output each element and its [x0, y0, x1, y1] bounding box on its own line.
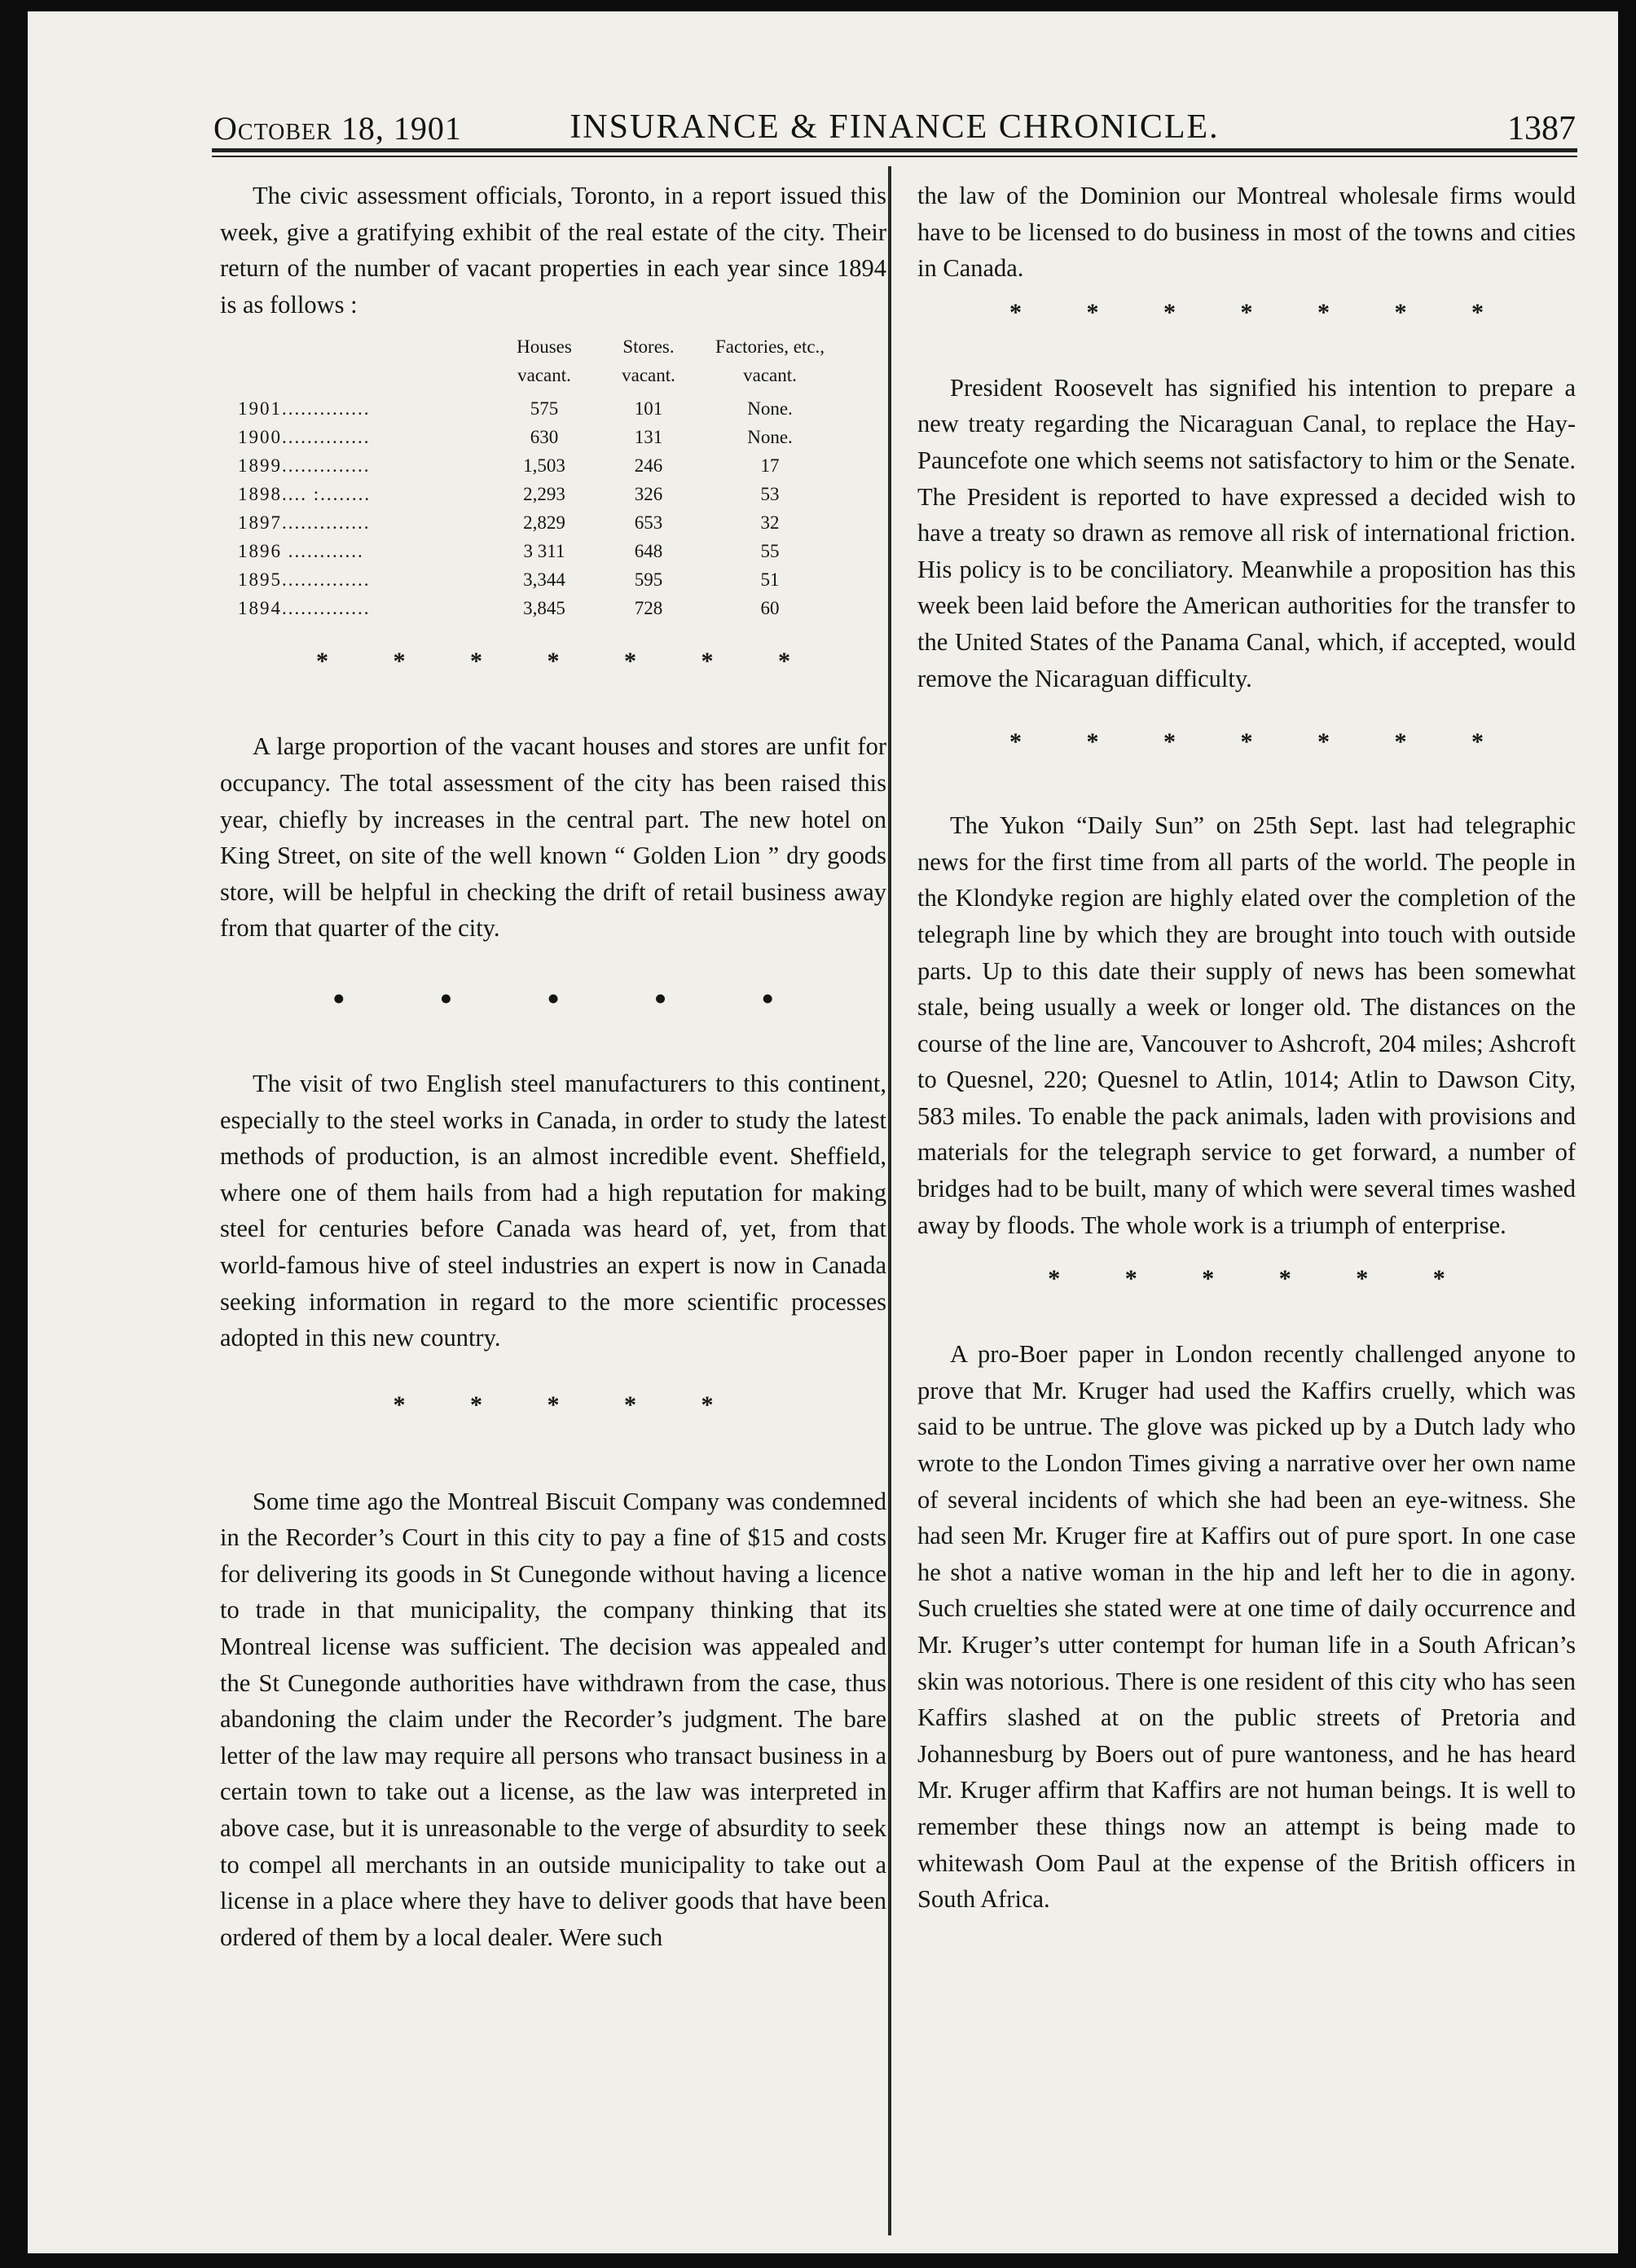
issue-date: October 18, 1901: [213, 110, 462, 147]
right-column: [917, 178, 1576, 1918]
table-row: 1894.............. 3,845 728 60: [238, 598, 780, 619]
table-row: 1900.............. 630 131 None.: [238, 427, 793, 448]
vacant-properties-table: [238, 332, 839, 622]
roosevelt-canal-paragraph: President Roosevelt has signified his intention to prepare a new treaty regarding the Nicaraguan Canal, to replace the Hay-Pauncefote one which seems not satisfactory to him or the Senate. The President is reported to have expressed a decided wish to have a treaty so drawn as remove all risk of international friction. His policy is to be conciliatory. Meanwhile a proposition has this week been laid before the American authorities for the transfer to the United States of the Panama Canal, which, if accepted, would remove the Nicaraguan difficulty.: [917, 373, 1576, 692]
table-row: 1899.............. 1,503 246 17: [238, 455, 780, 477]
section-separator: • • • • •: [332, 977, 817, 1019]
section-separator: * * * * * *: [1048, 1265, 1475, 1293]
section-separator: * * * * * * *: [316, 648, 820, 675]
section-separator: * * * * *: [393, 1391, 743, 1418]
col-header-houses: Houses vacant.: [517, 336, 572, 386]
page-number: 1387: [1507, 110, 1576, 147]
col-header-factories: Factories, etc., vacant.: [715, 336, 825, 386]
header-rule-thick: [212, 148, 1577, 152]
table-row: 1901.............. 575 101 None.: [238, 398, 793, 420]
biscuit-company-paragraph: Some time ago the Montreal Biscuit Company was condemned in the Recorder’s Court in this city to pay a fine of $15 and costs for delivering its goods in St Cunegonde without having a licence to trade in that municipality, the company thinking that its Montreal license was sufficient. The decision was appealed and the St Cunegonde authorities have withdrawn from the case, thus abandoning the claim under the Recorder’s judgment. The bare letter of the law may require all persons who transact business in a certain town to take out a license, as the law was interpreted in above case, but it is unreasonable to the verge of absurdity to seek to compel all merchants in an outside municipality to take out a license in a place where they have to deliver goods that have been ordered of them by a local dealer. Were such: [220, 1487, 886, 1951]
page-header: [213, 103, 1576, 155]
col-header-stores: Stores. vacant.: [622, 336, 675, 386]
yukon-telegraph-paragraph: The Yukon “Daily Sun” on 25th Sept. last had telegraphic news for the first time from all parts of the world. The people in the Klondyke region are highly elated over the completion of the telegraph line by which they are brought into touch with outside parts. Up to this date their supply of news has been somewhat stale, being usually a week or longer old. The distances on the course of the line are, Vancouver to Ashcroft, 204 miles; Ashcroft to Quesnel, 220; Quesnel to Atlin, 1014; Atlin to Dawson City, 583 miles. To enable the pack animals, laden with provisions and materials for the telegraph service to get forward, a number of bridges had to be built, many of which were several times washed away by floods. The whole work is a triumph of enterprise.: [917, 811, 1576, 1239]
header-rule-thin: [212, 156, 1577, 157]
column-divider: [888, 166, 891, 2235]
assessment-intro-paragraph: The civic assessment officials, Toronto, in a report issued this week, give a gratifying exhibit of the real estate of the city. Their return of the number of vacant properties in each year since 1894 is as follows :: [220, 182, 886, 319]
license-continuation-paragraph: the law of the Dominion our Montreal wholesale firms would have to be licensed to do business in most of the towns and cities in Canada.: [917, 182, 1576, 283]
steel-manufacturers-paragraph: The visit of two English steel manufacturers to this continent, especially to the steel works in Canada, in order to study the latest methods of production, is an almost incredible event. Sheffield, where one of them hails from had a high reputation for making steel for centuries before Canada was heard of, yet, from that world-famous hive of steel industries an expert is now in Canada seeking information in regard to the more scientific processes adopted in this new country.: [220, 1069, 886, 1352]
table-row: 1898.... :........ 2,293 326 53: [238, 484, 780, 505]
section-separator: * * * * * * *: [1009, 298, 1513, 326]
section-separator: * * * * * * *: [1009, 728, 1513, 756]
kruger-kaffirs-paragraph: A pro-Boer paper in London recently challenged anyone to prove that Mr. Kruger had used the Kaffirs cruelly, which was said to be untrue. The glove was picked up by a Dutch lady who wrote to the London Times giving a narrative over her own name of several incidents of which she had been an eye-witness. She had seen Mr. Kruger fire at Kaffirs out of pure sport. In one case he shot a native woman in the hip and left her to die in agony. Such cruelties she stated were at one time of daily occurrence and Mr. Kruger’s utter contempt for human life in a South African’s skin was notorious. There is one resident of this city who has seen Kaffirs slashed at on the public streets of Pretoria and Johannesburg by Boers out of pure wantoness, and he has heard Mr. Kruger affirm that Kaffirs are not human beings. It is well to remember these things now an attempt is being made to whitewash Oom Paul at the expense of the British officers in South Africa.: [917, 1340, 1576, 1914]
newspaper-page: [28, 11, 1618, 2253]
table-row: 1895.............. 3,344 595 51: [238, 569, 780, 591]
publication-title: INSURANCE & FINANCE CHRONICLE.: [570, 108, 1220, 146]
vacant-houses-paragraph: A large proportion of the vacant houses and stores are unfit for occupancy. The total assessment of the city has been raised this year, chiefly by increases in the central part. The new hotel on King Street, on site of the well known “ Golden Lion ” dry goods store, will be helpful in checking the drift of retail business away from that quarter of the city.: [220, 732, 886, 943]
left-column: [220, 178, 886, 1955]
table-row: 1896 ............ 3 311 648 55: [238, 541, 780, 562]
table-row: 1897.............. 2,829 653 32: [238, 512, 780, 534]
